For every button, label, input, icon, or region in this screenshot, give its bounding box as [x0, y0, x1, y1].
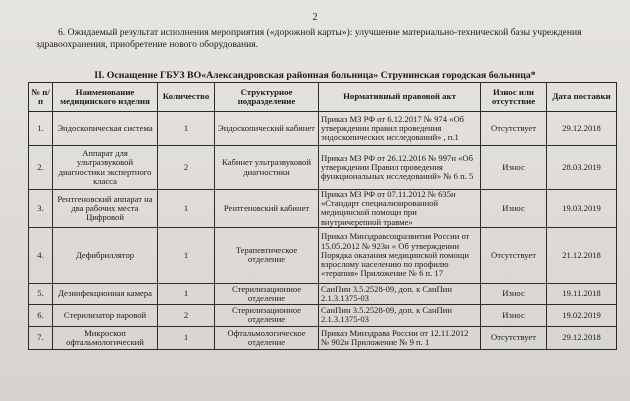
row-act: Приказ Минздрава России от 12.11.2012 № 902н Приложение № 9 п. 1	[319, 326, 481, 349]
table-row	[29, 190, 617, 228]
row-num: 4.	[29, 227, 53, 283]
row-name: Эндоскопическая система	[53, 112, 158, 146]
row-name: Дезинфекционная камера	[53, 283, 158, 304]
table-row	[29, 146, 617, 190]
intro-paragraph: 6. Ожидаемый результат исполнения мероприятия («дорожной карты»): улучшение материально-технической базы учреждения здравоохранения, приобретение нового оборудования.	[36, 27, 582, 50]
row-status: Износ	[481, 146, 547, 190]
row-status: Износ	[481, 283, 547, 304]
row-date: 28.03.2019	[547, 146, 617, 190]
table-row	[29, 227, 617, 283]
row-name: Рентгеновский аппарат на два рабочих места Цифровой	[53, 190, 158, 228]
column-header-status: Износ или отсутствие	[481, 83, 547, 112]
column-header-num: № п/п	[29, 83, 53, 112]
row-status: Отсутствует	[481, 112, 547, 146]
row-name: Аппарат для ультразвуковой диагностики экспертного класса	[53, 146, 158, 190]
row-qty: 1	[158, 112, 215, 146]
row-dept: Кабинет ультразвуковой диагностики	[215, 146, 319, 190]
row-act: СанПин 3.5.2528-09, доп. к СанПин 2.1.3.1375-03	[319, 283, 481, 304]
row-name: Стерилизатор паровой	[53, 304, 158, 326]
row-qty: 2	[158, 304, 215, 326]
row-qty: 1	[158, 227, 215, 283]
table-row	[29, 283, 617, 304]
row-name: Микроскоп офтальмологический	[53, 326, 158, 349]
row-dept: Эндоскопический кабинет	[215, 112, 319, 146]
row-date: 29.12.2018	[547, 326, 617, 349]
row-status: Износ	[481, 304, 547, 326]
row-qty: 1	[158, 283, 215, 304]
row-num: 6.	[29, 304, 53, 326]
table-row	[29, 112, 617, 146]
column-header-dept: Структурное подразделение	[215, 83, 319, 112]
column-header-qty: Количество	[158, 83, 215, 112]
row-dept: Терапевтическое отделение	[215, 227, 319, 283]
row-status: Износ	[481, 190, 547, 228]
row-act: Приказ МЗ РФ от 07.11.2012 № 635н «Стандарт специализированной медицинской помощи при внутричерепной травме»	[319, 190, 481, 228]
row-date: 29.12.2018	[547, 112, 617, 146]
row-name: Дефибриллятор	[53, 227, 158, 283]
row-num: 5.	[29, 283, 53, 304]
row-num: 2.	[29, 146, 53, 190]
column-header-name: Наименование медицинского изделия	[53, 83, 158, 112]
row-act: СанПин 3.5.2528-09, доп. к СанПин 2.1.3.1375-03	[319, 304, 481, 326]
row-date: 19.11.2018	[547, 283, 617, 304]
section-title: II. Оснащение ГБУЗ ВО«Александровская районная больница» Струнинская городская больница*	[94, 70, 536, 81]
row-date: 19.03.2019	[547, 190, 617, 228]
row-status: Отсутствует	[481, 227, 547, 283]
row-num: 1.	[29, 112, 53, 146]
table-row	[29, 326, 617, 349]
column-header-act: Нормативный правовой акт	[319, 83, 481, 112]
row-dept: Офтальмологическое отделение	[215, 326, 319, 349]
row-date: 21.12.2018	[547, 227, 617, 283]
row-dept: Стерилизационное отделение	[215, 283, 319, 304]
row-dept: Стерилизационное отделение	[215, 304, 319, 326]
row-qty: 1	[158, 326, 215, 349]
page-number: 2	[312, 12, 318, 23]
column-header-date: Дата поставки	[547, 83, 617, 112]
equipment-table	[28, 82, 617, 350]
row-dept: Рентгеновский кабинет	[215, 190, 319, 228]
row-num: 7.	[29, 326, 53, 349]
table-header-row	[29, 83, 617, 112]
table-row	[29, 304, 617, 326]
row-act: Приказ Минздравсоцразвития России от 15.05.2012 № 923н « Об утверждении Порядка оказания медицинской помощи взрослому населению по профилю «терапия» Приложение № 6 п. 17	[319, 227, 481, 283]
row-num: 3.	[29, 190, 53, 228]
row-act: Приказ МЗ РФ от 6.12.2017 № 974 «Об утверждении правил проведения эндоскопических исследований» , п.1	[319, 112, 481, 146]
row-qty: 1	[158, 190, 215, 228]
row-status: Отсутствует	[481, 326, 547, 349]
row-qty: 2	[158, 146, 215, 190]
row-date: 19.02.2019	[547, 304, 617, 326]
row-act: Приказ МЗ РФ от 26.12.2016 № 997н «Об утверждении Правил проведения функциональных исследований» № 6 п. 5	[319, 146, 481, 190]
